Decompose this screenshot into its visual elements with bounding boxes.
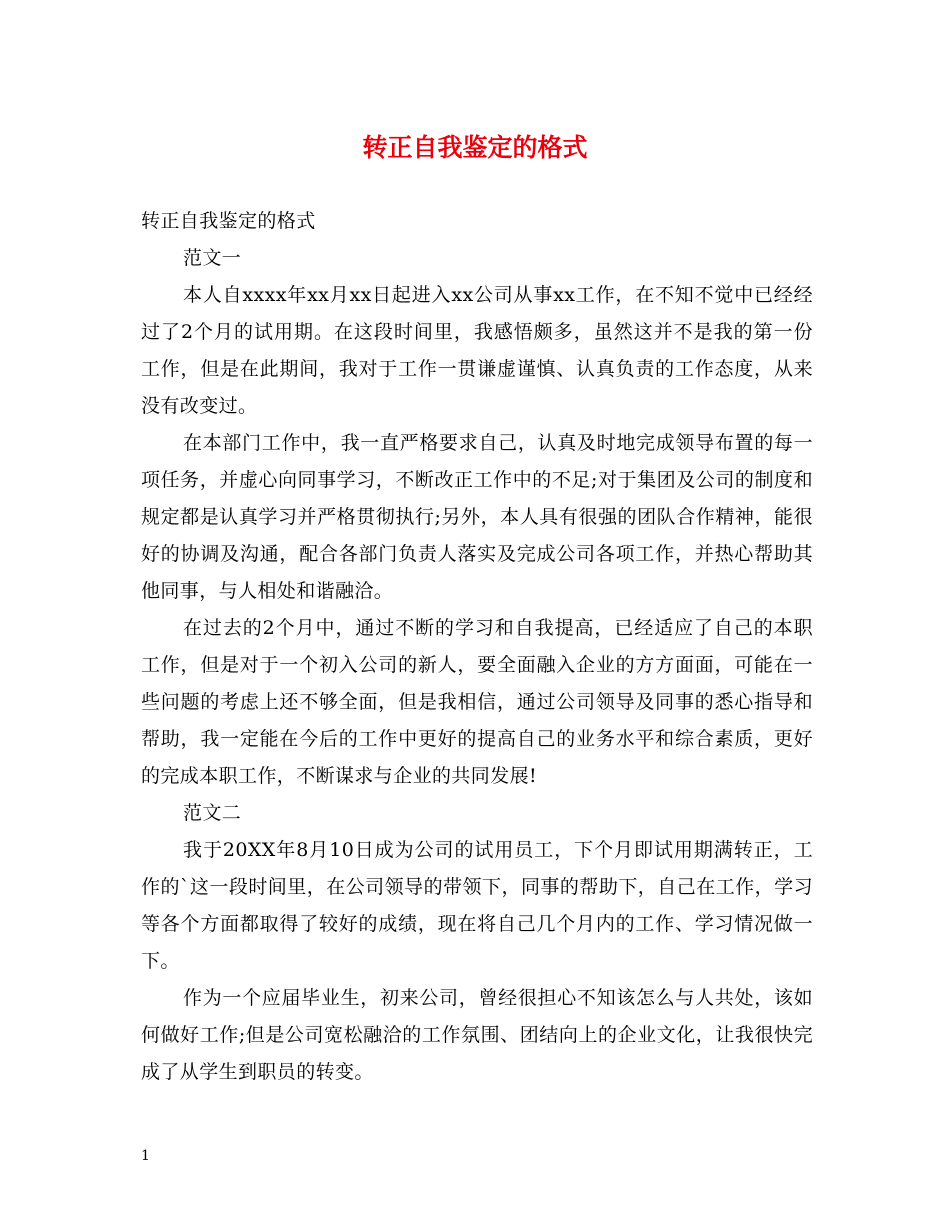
sample-one-label: 范文一 — [183, 247, 242, 269]
document-title: 转正自我鉴定的格式 — [362, 133, 588, 162]
paragraph: 本人自xxxx年xx月xx日起进入xx公司从事xx工作，在不知不觉中已经经过了2个月的试用期。在这段时间里，我感悟颇多，虽然这并不是我的第一份工作，但是在此期间，我对于工作一贯谦虚谨慎、认真负责的工作态度，从来没有改变过。 — [141, 284, 813, 417]
paragraph: 我于20XX年8月10日成为公司的试用员工，下个月即试用期满转正，工作的`这一段时间里，在公司领导的带领下，同事的帮助下，自己在工作，学习等各个方面都取得了较好的成绩，现在将自己几个月内的工作、学习情况做一下。 — [141, 839, 813, 972]
page-number: 1 — [141, 1148, 150, 1164]
paragraph: 在本部门工作中，我一直严格要求自己，认真及时地完成领导布置的每一项任务，并虚心向同事学习，不断改正工作中的不足;对于集团及公司的制度和规定都是认真学习并严格贯彻执行;另外，本人具有很强的团队合作精神，能很好的协调及沟通，配合各部门负责人落实及完成公司各项工作，并热心帮助其他同事，与人相处和谐融洽。 — [141, 432, 813, 602]
paragraph: 作为一个应届毕业生，初来公司，曾经很担心不知该怎么与人共处，该如何做好工作;但是公司宽松融洽的工作氛围、团结向上的企业文化，让我很快完成了从学生到职员的转变。 — [141, 987, 813, 1083]
sample-two-label: 范文二 — [183, 802, 242, 824]
paragraph: 在过去的2个月中，通过不断的学习和自我提高，已经适应了自己的本职工作，但是对于一个初入公司的新人，要全面融入企业的方方面面，可能在一些问题的考虑上还不够全面，但是我相信，通过公司领导及同事的悉心指导和帮助，我一定能在今后的工作中更好的提高自己的业务水平和综合素质，更好的完成本职工作，不断谋求与企业的共同发展! — [141, 617, 813, 787]
document-body — [141, 203, 813, 1091]
section-heading: 转正自我鉴定的格式 — [141, 210, 316, 232]
